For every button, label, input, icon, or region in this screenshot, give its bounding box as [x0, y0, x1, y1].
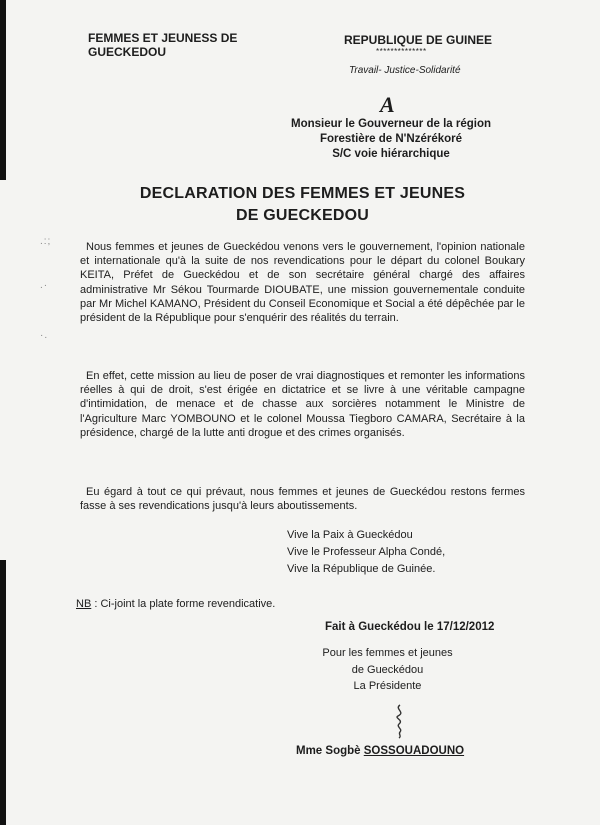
addressee-line-3: S/C voie hiérarchique [332, 148, 450, 160]
signature-block [300, 645, 475, 695]
place-and-date: Fait à Gueckédou le 17/12/2012 [325, 621, 495, 633]
country-name: REPUBLIQUE DE GUINEE [344, 33, 493, 47]
signature-line-2: de Gueckédou [351, 663, 424, 676]
handwritten-signature [390, 703, 410, 739]
signature-line-1: Pour les femmes et jeunes [322, 647, 453, 659]
slogan-1: Vive la Paix à Gueckédou [287, 529, 413, 541]
signature-line-3: La Présidente [353, 680, 422, 692]
paragraph-1-text: Nous femmes et jeunes de Gueckédou venons vers le gouvernement, l'opinion nationale et internationale qu'à la suite de nos revendications pour le départ du colonel Boukary KEITA, Préfet de Gueckédou et de son secrétaire général chargé des affaires administrative Mr Sékou Tourmarde DIOUBATE, une mission gouvernementale conduite par Mr Michel KAMANO, Président du Conseil Economique et Social a été dépêchée par le président de la République pour s'enquérir des réalités du terrain. [80, 241, 525, 325]
addressee-line-1: Monsieur le Gouverneur de la région [290, 118, 491, 130]
title-line-1: DECLARATION DES FEMMES ET JEUNES [139, 185, 466, 202]
national-motto: Travail- Justice-Solidarité [349, 65, 461, 76]
nb-text: : Ci-joint la plate forme revendicative. [94, 598, 276, 610]
sender-header [88, 31, 237, 59]
addressee-prefix: A [380, 92, 395, 117]
sender-line-1: FEMMES ET JEUNESS DE [88, 31, 238, 45]
paragraph-1 [80, 240, 525, 325]
title-line-2: DE GUECKEDOU [235, 207, 370, 224]
addressee-block [270, 117, 512, 162]
addressee-line-2: Forestière de N'Nzérékoré [319, 133, 463, 145]
slogan-3: Vive la République de Guinée. [287, 563, 436, 575]
signer-name [296, 745, 464, 757]
signer-surname: SOSSOUADOUNO [363, 745, 465, 757]
scan-noise: .· [40, 280, 49, 291]
paragraph-2 [80, 369, 525, 440]
sender-line-2: GUECKEDOU [88, 45, 167, 59]
closing-slogans [287, 527, 445, 578]
paragraph-2-text: En effet, cette mission au lieu de poser de vrai diagnostiques et remonter les informations réelles à qui de droit, s'est érigée en dictatrice et se livre à une véritable campagne d'intimidation, de menace et de chasse aux sorcières notamment le Ministre de l'Agriculture Marc YOMBOUNO et le colonel Moussa Tiegboro CAMARA, Secrétaire à la présidence, chargé de la lutte anti drogue et des crimes organisés. [80, 370, 525, 439]
signer-prefix: Mme Sogbè [296, 745, 361, 757]
stars-divider: ************** [376, 47, 427, 56]
scan-edge-shadow [0, 0, 6, 180]
paragraph-3-text: Eu égard à tout ce qui prévaut, nous femmes et jeunes de Gueckédou restons fermes fasse à ses revendications jusqu'à leurs aboutissements. [80, 486, 525, 513]
nota-bene [76, 598, 275, 610]
document-title [110, 183, 495, 227]
paragraph-3 [80, 485, 525, 513]
scan-edge-shadow-lower [0, 560, 6, 825]
slogan-2: Vive le Professeur Alpha Condé, [287, 546, 446, 558]
nb-label: NB [76, 598, 92, 610]
scan-noise: .:; [40, 236, 52, 247]
scan-noise: ·. [40, 330, 49, 341]
